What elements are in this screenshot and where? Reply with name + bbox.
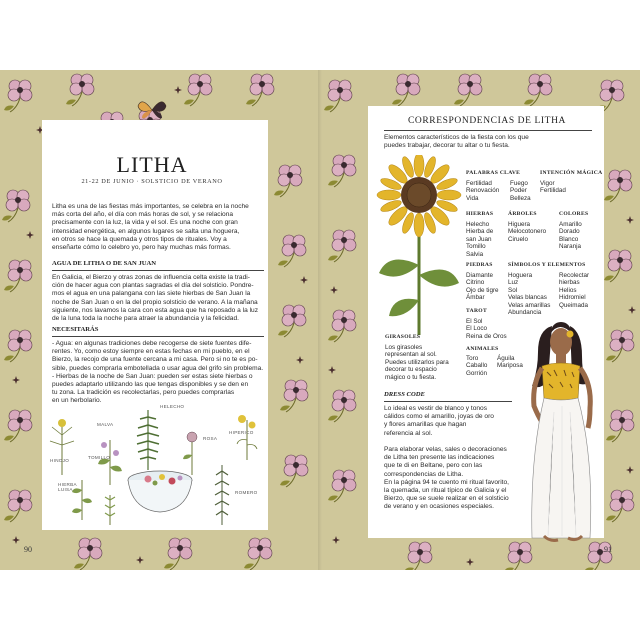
text-line: referencia al sol. [384,429,433,437]
intro-line: más corta del año, el día con más horas de sol, y se relaciona [52,211,234,219]
list-item: Velas amarillas [508,301,551,309]
mallow-icon [98,440,122,485]
list-item: Naranja [559,243,582,251]
list-item: Águila [497,355,515,362]
closing-paragraph [384,446,518,512]
text-line: Lo ideal es vestir de blanco y tonos [384,405,487,412]
rose-icon [183,432,197,475]
herb-label: ROSA [203,436,218,441]
intro-line: precisamente con la luz, la vida y el sol. Es una noche con gran [52,219,238,227]
intro-line: intensidad energética, en algunos lugares se salta una hoguera, [52,227,240,235]
text-line: - Hierbas de la noche de San Juan: pueden ser estas siete hierbas o [52,372,253,380]
list-item: Higuera [508,221,531,228]
list-item: Queimada [559,301,589,309]
herb-label: HINOJO [50,458,70,463]
text-line: siguiente, nos lavamos la cara con esta agua que ha reposado a la luz [52,306,259,314]
list-item: Salvia [466,250,484,258]
list-item: El Sol [466,318,483,325]
list-item: san Juan [466,235,492,243]
herb-label: TOMILLO [88,455,111,460]
divider [384,401,512,402]
tarot-heading: TAROT [466,308,487,314]
list-item: Helecho [466,221,490,228]
text-line: En Galicia, el Bierzo y otras zonas de influencia celta existe la tradi- [52,274,250,281]
text-line: en un herbolario. [52,397,102,405]
colors-heading: COLORES [559,211,589,217]
list-item: Mariposa [497,362,523,370]
list-item: Helios [559,286,577,294]
dress-code-heading: DRESS CODE [384,391,425,398]
correspondences-intro [384,134,594,150]
keywords-list [510,180,531,202]
text-line: noche de San Juan o en la del propio solsticio de verano. A la mañana [52,298,258,306]
herb-label: HIERBA LUISA [58,482,77,492]
section-heading-necesitaras: NECESITARÁS [52,326,99,333]
magic-intention-heading: INTENCIÓN MÁGICA [540,170,603,176]
intro-line: en otros se hace la quemada y otros tipos de rituales. Voy a [52,235,227,243]
sunflowers-text [385,344,449,381]
list-item: Vida [466,194,479,202]
st-johns-wort-icon [237,415,257,460]
divider [52,336,264,337]
list-item: Citrino [466,279,485,287]
text-line: Elementos característicos de la fiesta con los que [384,134,529,141]
list-item: Velas blancas [508,294,547,302]
list-item: Amarillo [559,221,582,228]
text-line: sible, puedes comprarla embotellada o usar agua del grifo sin problema. [52,364,264,372]
list-item: Reina de Oros [466,332,507,340]
agua-paragraph [52,274,266,323]
text-line: Bierzo, la recojo de una fuente cercana a mi casa. Pero si no te es po- [52,356,258,364]
herbs-heading: HIERBAS [466,211,494,217]
text-line: cálidos como el amarillo, joyas de oro [384,413,494,421]
dress-code-text [384,405,514,438]
text-line: Puedes utilizarlos para [385,358,449,366]
keywords-list [466,180,499,202]
text-line: representan al sol. [385,351,437,359]
list-item: hierbas [559,279,580,287]
herb-label: HIPERICO [229,430,254,435]
intro-line: Litha es una de las fiestas más importantes, se celebra en la noche [52,203,249,210]
thyme-icon [105,495,115,525]
symbols-list [559,272,589,309]
list-item: Caballo [466,362,488,370]
text-line: de verano y en ocasiones especiales. [384,503,494,511]
herbs-list [466,221,493,258]
list-item: Toro [466,355,479,362]
text-line: puedes trabajar, decorar tu altar o tu fiesta. [384,142,510,150]
list-item: Ciruelo [508,235,528,243]
symbols-heading: SÍMBOLOS Y ELEMENTOS [508,262,586,268]
keywords-heading: PALABRAS CLAVE [466,170,521,176]
divider [384,130,592,131]
text-line: y flores amarillas que hagan [384,421,467,429]
list-item: Hidromiel [559,294,586,302]
colors-list [559,221,582,251]
page-title: LITHA [116,152,188,177]
rosemary-icon [215,465,229,525]
stones-heading: PIEDRAS [466,262,493,268]
text-line: puedes adaptarlo utilizando las que tengas disponibles y se den en [52,381,249,389]
sunflowers-heading: GIRASOLES [385,334,421,340]
page-number-right: 91 [604,545,612,554]
text-line: correspondencias de Litha. [384,470,464,478]
title-box [77,150,227,192]
intro-paragraph [52,203,264,252]
text-line: tu zona. La tradición es recolectarlas, pero puedes comprarlas [52,389,235,397]
list-item: Fertilidad [540,187,566,195]
list-item: Ámbar [466,294,485,302]
list-item: Dorado [559,228,580,236]
herb-label: ROMERO [235,490,258,495]
book-gutter [318,70,322,570]
intro-line: enseñarte cómo lo celebro yo, pero hay muchas más formas. [52,244,231,252]
woman-illustration [514,322,608,550]
correspondences-title: CORRESPONDENCIAS DE LITHA [407,116,567,126]
list-item: Recolectar [559,272,590,279]
trees-list [508,221,546,243]
trees-heading: ÁRBOLES [508,211,537,217]
list-item: Blanco [559,235,579,243]
magic-intention-list [540,180,566,195]
page-number-left: 90 [24,545,32,554]
necesitaras-paragraph [52,340,266,406]
list-item: Hierba de [466,228,494,236]
list-item: Belleza [510,194,531,202]
list-item: Renovación [466,187,500,195]
list-item: Luz [508,279,519,287]
tarot-list [466,318,507,340]
list-item: Diamante [466,272,493,279]
fennel-icon [50,419,74,475]
text-line: Los girasoles [385,344,423,351]
divider [52,270,264,271]
text-line: En la página 94 te cuento mi ritual favorito, [384,478,509,486]
list-item: Hoguera [508,272,533,279]
page-subtitle: 21-22 DE JUNIO · SOLSTICIO DE VERANO [81,178,223,185]
list-item: Vigor [540,180,555,187]
animals-heading: ANIMALES [466,346,499,352]
list-item: Tomillo [466,243,486,251]
list-item: Ojo de tigre [466,286,499,294]
text-line: ción de hacer agua con plantas sagradas el día del solsticio. Pondre- [52,282,254,290]
text-line: de la luna toda la noche para atraer la abundancia y la felicidad. [52,315,239,323]
list-item: Abundancia [508,309,542,317]
list-item: Melocotonero [508,228,547,236]
herb-label: MALVA [97,422,114,427]
text-line: rentes. Yo, como estoy siempre en estas fechas en mi pueblo, en el [52,348,250,356]
animals-list [466,355,487,377]
symbols-list [508,272,550,316]
stones-list [466,272,499,302]
text-line: que te di en Beltane, pero con las [384,462,483,470]
text-line: Bierzo, que se suele realizar en el solsticio [384,495,509,503]
text-line: mágico o tu fiesta. [385,373,437,381]
bowl-icon [128,471,192,512]
list-item: Fuego [510,180,528,187]
text-line: decorar tu espacio [385,366,437,374]
text-line: de Litha ten presente las indicaciones [384,454,495,462]
list-item: Sol [508,286,518,294]
herbs-illustration [42,405,268,530]
section-heading-agua: AGUA DE LITHA O DE SAN JUAN [52,260,157,267]
list-item: El Loco [466,325,488,333]
text-line: Para elaborar velas, sales o decoraciones [384,446,507,453]
sunflower-icon [372,155,467,335]
fern-icon [137,410,159,470]
list-item: Poder [510,187,527,195]
text-line: la quemada, un ritual típico de Galicia y el [384,487,507,495]
list-item: Fertilidad [466,180,492,187]
text-line: mos el agua en una palangana con las siete hierbas de San Juan la [52,290,251,298]
list-item: Gorrión [466,369,487,377]
herb-label: HELECHO [160,404,185,409]
text-line: - Agua: en algunas tradiciones debe recogerse de siete fuentes dife- [52,340,252,347]
